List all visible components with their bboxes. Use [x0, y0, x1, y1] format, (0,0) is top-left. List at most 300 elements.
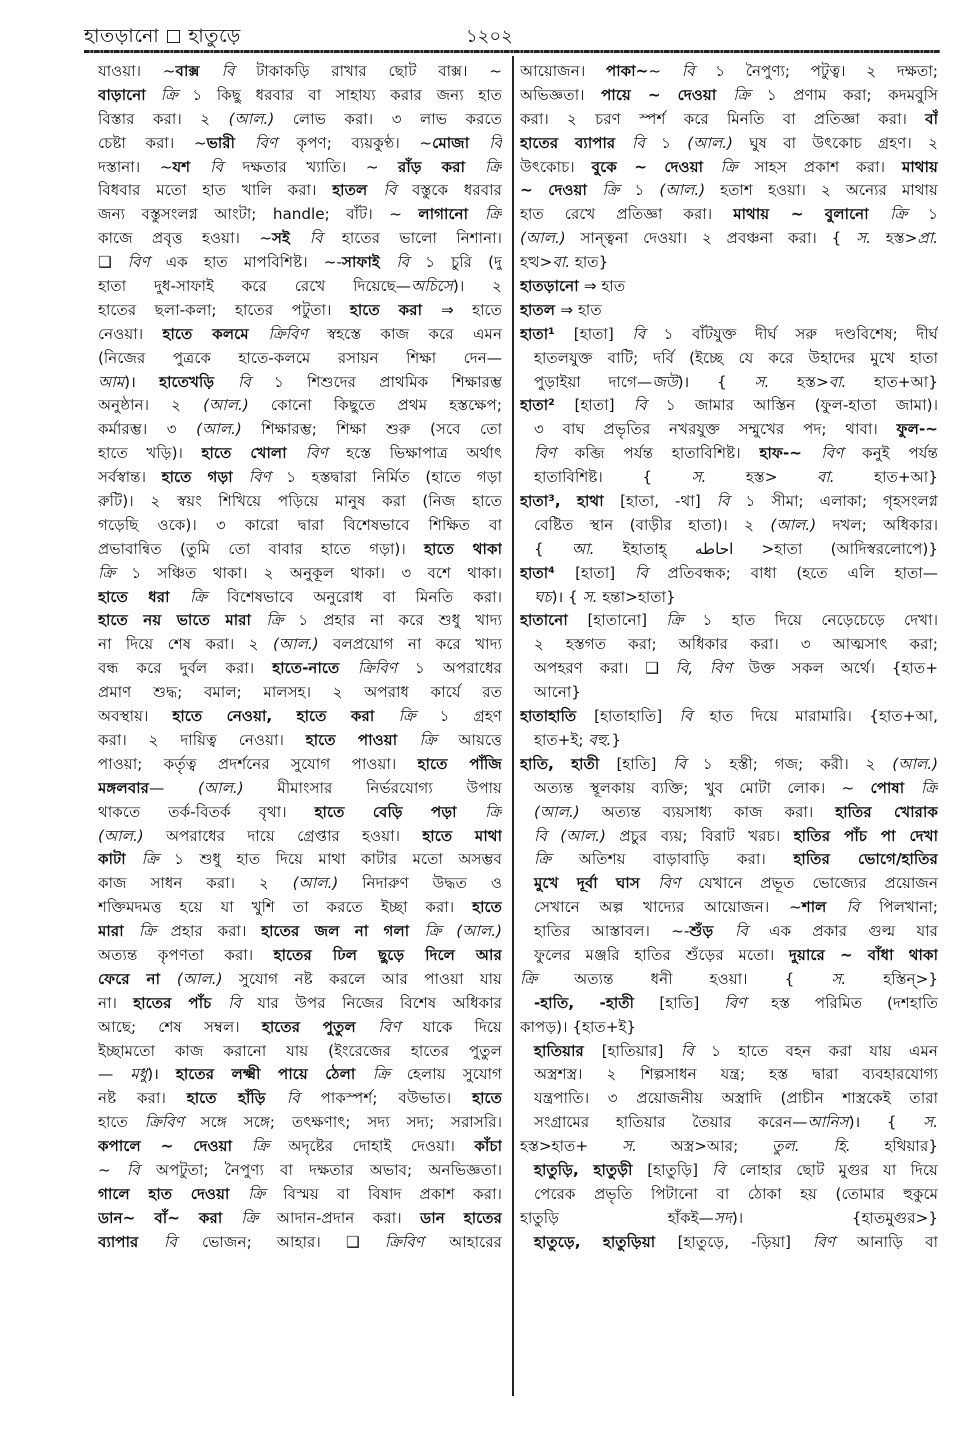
text-line	[98, 371, 502, 395]
definition-text: টাকাকড়ি রাখার ছোট বাক্স। ~	[256, 62, 502, 80]
text-line	[98, 1207, 502, 1231]
grammar-label: তুল. হি.	[772, 1137, 885, 1156]
text-line	[520, 466, 938, 490]
definition-text: ১ সীমা; এলাকা; গৃহসংলগ্ন	[745, 492, 938, 511]
headword: হাতের পাঁচ	[133, 993, 229, 1012]
text-line	[98, 1040, 502, 1064]
definition-text: ১ প্রণাম করা; কদমবুসি	[766, 85, 938, 104]
grammar-label: স.	[923, 1113, 938, 1132]
definition-text: করা। ২ দায়িত্ব নেওয়া।	[98, 730, 306, 749]
definition-text: অত্যন্ত ধনী হওয়া। {	[574, 969, 832, 988]
definition-text: [হাতা]	[575, 563, 635, 582]
text-line	[98, 514, 502, 538]
headword: হাতে খোলা	[201, 444, 306, 463]
definition-text: প্রচুর ব্যয়; বিরাট খরচ।	[619, 826, 794, 845]
definition-text: [হাতা]	[574, 396, 634, 415]
text-line	[520, 323, 938, 347]
definition-text: ২ হস্তগত করা; অধিকার করা। ৩ আত্মসাৎ করা;	[534, 635, 938, 654]
definition-text: হথিয়ার}	[884, 1137, 938, 1156]
grammar-label: ক্রি	[520, 969, 575, 988]
text-line	[520, 1063, 938, 1087]
headword: হাতাহাতি	[520, 707, 595, 726]
headword: মুখে দূর্বা ঘাস	[534, 874, 659, 893]
headword: হাতা³, হাথা	[520, 492, 621, 511]
headword: দুয়ারে ~ বাঁধা থাকা	[789, 945, 938, 964]
definition-text: প্রমাণ শুদ্ধ; বমাল; মালসহ। ২ অপরাধ কার্যে রত	[98, 683, 502, 702]
grammar-label: সদ	[713, 1208, 732, 1227]
grammar-label: বি	[237, 372, 275, 391]
grammar-label: বি	[679, 707, 710, 726]
text-line	[520, 538, 938, 562]
definition-text: ১ প্রহার না করে শুধু খাদ্য	[298, 611, 502, 630]
headword: হাফ-~	[759, 444, 822, 463]
grammar-label: ক্রি	[141, 850, 175, 869]
headword: ফুল-~	[896, 420, 938, 439]
grammar-label: (আল.)	[197, 778, 278, 797]
definition-text: আয়ত্তে	[458, 730, 502, 749]
text-line	[520, 801, 938, 825]
headword: হাতের পুতুল	[261, 1017, 379, 1036]
definition-text: আনো}	[534, 683, 581, 702]
grammar-label: ক্রি	[266, 611, 299, 630]
definition-text: কাজ সাধন করা। ২	[98, 874, 293, 893]
headword: হাতে	[472, 1089, 502, 1108]
grammar-label: (আল.)	[272, 635, 334, 654]
text-line	[520, 251, 938, 275]
grammar-label: বা.	[816, 468, 875, 487]
definition-text: বিস্তার করা। ২	[98, 109, 229, 128]
definition-text: হাতা দুধ-সাফাই করে রেখে দিয়েছে—	[98, 277, 412, 296]
right-column	[520, 60, 938, 1255]
text-line	[98, 777, 502, 801]
definition-text: —	[149, 778, 198, 797]
grammar-label: জউ	[652, 372, 678, 391]
definition-text: কনুই পর্যন্ত	[862, 444, 938, 463]
definition-text: )।	[147, 1065, 176, 1084]
definition-text: নেওয়া।	[98, 324, 163, 343]
text-line	[98, 848, 502, 872]
text-line	[98, 920, 502, 944]
text-line	[520, 84, 938, 108]
headword: হাতা⁴	[520, 563, 576, 582]
definition-text: কোনো কিছুতে প্রথম হস্তক্ষেপ;	[270, 396, 502, 415]
definition-text: ঘুষ বা উৎকোচ গ্রহণ। ২	[749, 133, 938, 152]
headword: কপালে ~ দেওয়া	[98, 1137, 252, 1156]
definition-text: যাকে দিয়ে	[422, 1017, 502, 1036]
text-line	[98, 633, 502, 657]
text-line	[98, 1087, 502, 1111]
headword: ভারী	[206, 133, 256, 152]
definition-text: হাত দিয়ে মারামারি। {হাত+আ,	[709, 707, 938, 726]
definition-text: ভোজন; আহার। ❑	[202, 1232, 385, 1251]
headword: কাটা	[98, 850, 142, 869]
definition-text: যেখানে প্রভূত ভোজ্যের প্রয়োজন	[698, 874, 938, 893]
text-line	[520, 920, 938, 944]
definition-text: অপহরণ করা। ❑	[534, 659, 676, 678]
grammar-label: বি	[673, 754, 703, 773]
text-line	[98, 275, 502, 299]
text-line	[98, 466, 502, 490]
definition-text: শিক্ষারম্ভ; শিক্ষা শুরু (সবে তো	[261, 420, 502, 439]
grammar-label: বি	[489, 133, 502, 152]
grammar-label: বিণ	[534, 444, 575, 463]
definition-text: হাত রেখে প্রতিজ্ঞা করা।	[520, 205, 734, 224]
headword: হাতিয়ার	[534, 1041, 602, 1060]
text-line	[98, 251, 502, 275]
headword: -হাতি, -হাতী	[534, 993, 660, 1012]
grammar-label: (আল.)	[770, 515, 833, 534]
grammar-label: ক্রি	[398, 707, 440, 726]
grammar-label: (আল.)	[98, 826, 166, 845]
headword: হাতুড়ে, হাতুড়িয়া	[534, 1232, 678, 1251]
text-line	[520, 633, 938, 657]
definition-text: হাতের ভালো নিশানা।	[341, 229, 502, 248]
text-line	[520, 275, 938, 299]
guide-word-last: হাতুড়ে	[188, 25, 241, 47]
headword: হাতে গড়া	[161, 468, 249, 487]
definition-text: ফুলের মঞ্জরি হাতির শুঁড়ের মতো।	[534, 945, 790, 964]
text-line	[98, 156, 502, 180]
grammar-label: বি	[681, 62, 716, 80]
text-line	[520, 1183, 938, 1207]
definition-text: (নিজের পুত্রকে হাতে-কলমে রসায়ন শিক্ষা দেন—	[98, 348, 502, 367]
text-line	[520, 753, 938, 777]
grammar-label: বা.	[828, 372, 875, 391]
grammar-label: বহু.	[588, 730, 612, 749]
definition-text: থাকতে তর্ক-বিতর্ক বৃথা।	[98, 802, 315, 821]
headword: হাতে ধরা	[98, 587, 190, 606]
definition-text: অদৃষ্টের দোহাই দেওয়া।	[288, 1137, 475, 1156]
definition-text: হেলায় সুযোগ	[406, 1065, 502, 1084]
definition-text: অপরাধের দায়ে গ্রেপ্তার হওয়া।	[165, 826, 423, 845]
headword: হাতেখড়ি	[159, 372, 238, 391]
grammar-label: (আল.)	[292, 874, 363, 893]
headword: হাতে-নাতে	[272, 659, 358, 678]
grammar-label: বি	[712, 1160, 740, 1179]
text-line	[98, 490, 502, 514]
text-line	[98, 299, 502, 323]
definition-text: হাতের ছলা-কলা; হাতের পটুতা।	[98, 300, 350, 319]
definition-text: স্বহস্তে কাজ করে এমন	[326, 324, 502, 343]
grammar-label: ক্রি	[241, 1208, 277, 1227]
headword: হাতে পাওয়া	[305, 730, 420, 749]
definition-text: —	[98, 1065, 131, 1084]
definition-text: কর্মারম্ভ। ৩	[98, 420, 197, 439]
grammar-label: (আল.)	[203, 396, 271, 415]
headword: হাতি, হাতী	[520, 754, 617, 773]
definition-text: বিস্ময় বা বিষাদ প্রকাশ করা।	[283, 1184, 502, 1203]
text-line	[98, 1063, 502, 1087]
grammar-label: প্রা.	[917, 229, 938, 248]
text-line	[98, 609, 502, 633]
text-line	[520, 705, 938, 729]
text-line	[520, 968, 938, 992]
definition-text: হাত+আ}	[874, 372, 938, 391]
definition-text: [হাতানো]	[587, 611, 667, 630]
definition-text: পাওয়া; কর্তৃত্ব প্রদর্শনের সুযোগ পাওয়া।	[98, 754, 418, 773]
definition-text: আনাড়ি বা	[856, 1232, 938, 1251]
text-line	[98, 1016, 502, 1040]
grammar-label: ক্রি	[534, 850, 579, 869]
definition-text: যাওয়া। ~	[98, 62, 176, 80]
headword: হাতা²	[520, 396, 575, 415]
definition-text: সর্বস্বান্ত।	[98, 468, 162, 487]
definition-text: হতাশ হওয়া। ২ অন্যের মাথায়	[720, 181, 938, 200]
headword: ফেরে না	[98, 969, 177, 988]
text-line	[520, 179, 938, 203]
definition-text: [হাতাহাতি]	[594, 707, 680, 726]
headword: ডান হাতের	[420, 1208, 502, 1227]
definition-text: [হাতা, -থা]	[620, 492, 717, 511]
definition-text: সুযোগ নষ্ট করলে আর পাওয়া যায়	[238, 969, 502, 988]
headword: হাতে মাথা	[422, 826, 502, 845]
text-line	[520, 944, 938, 968]
grammar-label: আ.	[571, 539, 623, 558]
grammar-label: ক্রি	[484, 157, 502, 176]
definition-text: হন্তা>হাতা}	[602, 587, 676, 606]
definition-text: অত্যন্ত ব্যয়সাধ্য কাজ করা।	[601, 802, 836, 821]
definition-text: দখল; অধিকার।	[832, 515, 938, 534]
grammar-label: ক্রিবিণ	[268, 324, 327, 343]
text-line	[98, 657, 502, 681]
definition-text: )। {	[677, 372, 755, 391]
page-header	[84, 22, 940, 48]
definition-text: ইচ্ছামতো কাজ করানো যায় (ইংরেজের হাতের পুতুল	[98, 1041, 502, 1060]
text-line	[98, 227, 502, 251]
text-line	[520, 156, 938, 180]
definition-text: হাতাবিশিষ্ট। {	[534, 468, 692, 487]
definition-text: [হাতি]	[659, 993, 725, 1012]
headword: হাতের লক্ষ্মী পায়ে ঠেলা	[175, 1065, 373, 1084]
headword: হাতির খোরাক	[835, 802, 938, 821]
definition-text: সান্ত্বনা দেওয়া। ২ প্রবঞ্চনা করা। {	[580, 229, 857, 248]
definition-text: ১ হস্তী; গজ; করী। ২	[702, 754, 893, 773]
definition-text: }	[611, 730, 622, 749]
definition-text: )। {	[551, 587, 583, 606]
headword: হাতের ঢিল ছুড়ে দিলে আর	[273, 945, 502, 964]
text-line	[520, 371, 938, 395]
text-line	[520, 1159, 938, 1183]
headword: বাঁ	[925, 109, 938, 128]
grammar-label: ক্রি	[251, 1137, 289, 1156]
text-line	[98, 442, 502, 466]
grammar-label: বি	[846, 898, 880, 917]
definition-text: নিদারুণ উদ্ধত ও	[362, 874, 502, 893]
definition-text: [হাতিয়ার]	[601, 1041, 681, 1060]
grammar-label: ক্রি	[733, 85, 767, 104]
text-line	[520, 1040, 938, 1064]
page-number: ১২০২	[466, 26, 513, 47]
grammar-label: আনিস	[807, 1113, 849, 1132]
text-line	[98, 586, 502, 610]
definition-text: পেরেক প্রভৃতি পিটানো বা ঠোকা হয় (তোমার হুকুমে	[534, 1184, 938, 1203]
text-line	[520, 490, 938, 514]
grammar-label: স.	[831, 969, 884, 988]
grammar-label: বি	[210, 157, 243, 176]
grammar-label: স.	[621, 1137, 671, 1156]
grammar-label: আম	[98, 372, 125, 391]
definition-text: দক্ষতার খ্যাতি। ~	[242, 157, 399, 176]
grammar-label: (আল.)	[196, 420, 262, 439]
text-line	[98, 562, 502, 586]
headword: হাতের ব্যাপার	[520, 133, 633, 152]
definition-text: ১	[928, 205, 938, 224]
grammar-label: ক্রিবিণ	[357, 659, 415, 678]
text-line	[98, 801, 502, 825]
text-line	[98, 394, 502, 418]
headword: বাক্স	[175, 62, 222, 80]
definition-text: না দিয়ে শেষ করা। ২	[98, 635, 273, 654]
definition-text: সঙ্গে সঙ্গে; তৎক্ষণাৎ; সদ্য সদ্য; সরাসরি।	[200, 1113, 502, 1132]
text-line	[520, 872, 938, 896]
grammar-label: বিণ	[821, 444, 863, 463]
headword: হাতির ভোগে/হাতির	[793, 850, 938, 869]
text-line	[98, 418, 502, 442]
headword: হাতে নয় ভাতে মারা	[98, 611, 267, 630]
text-line	[520, 299, 938, 323]
text-line	[98, 538, 502, 562]
grammar-label: ক্রি	[372, 1065, 407, 1084]
text-line	[520, 203, 938, 227]
definition-text: অপটুতা; নৈপুণ্য বা দক্ষতার অভাব; অনভিজ্ঞতা।	[155, 1160, 502, 1179]
headword: মঙ্গলবার	[98, 778, 150, 797]
separator-box-icon	[167, 30, 180, 43]
headword: হাতে	[472, 898, 502, 917]
definition-text: হাতির আস্তাবল। ~-	[534, 922, 690, 941]
grammar-label: বি	[680, 1041, 712, 1060]
definition-text: শক্তিমদমত্ত হয়ে যা খুশি তা করতে ইচ্ছা করা।	[98, 898, 473, 917]
grammar-label: বি	[228, 993, 258, 1012]
grammar-label: স.	[691, 468, 746, 487]
text-line	[98, 944, 502, 968]
text-line	[98, 84, 502, 108]
definition-text: ~	[648, 62, 682, 80]
grammar-label: বি	[309, 229, 342, 248]
grammar-label: (আল.)	[520, 229, 581, 248]
definition-text: সেখানে অল্প খাদ্যের আয়োজন। ~	[534, 898, 802, 917]
definition-text: কব্জি পর্যন্ত হাতাবিশিষ্ট।	[574, 444, 760, 463]
definition-text: মীমাংসার নির্ভরযোগ্য উপায়	[277, 778, 502, 797]
definition-text: ~	[98, 1160, 127, 1179]
grammar-label: বিণ	[724, 993, 772, 1012]
headword: রাঁড় করা	[398, 157, 485, 176]
column-divider	[512, 56, 514, 1396]
text-line	[98, 753, 502, 777]
definition-text: প্রহার করা।	[170, 922, 262, 941]
definition-text: হাত}	[574, 253, 609, 272]
grammar-label: ক্রি	[484, 802, 502, 821]
definition-text: পিলখানা;	[879, 898, 938, 917]
grammar-label: বিণ	[127, 253, 166, 272]
definition-text: করা। ২ চরণ স্পর্শ করে মিনতি বা প্রতিজ্ঞা করা।	[520, 109, 926, 128]
definition-text: বিশেষভাবে অনুরোধ বা মিনতি করা।	[226, 587, 502, 606]
text-line	[520, 60, 938, 84]
headword: হাতের জল না গলা	[261, 922, 425, 941]
definition-text: চেষ্টা করা। ~	[98, 133, 207, 152]
text-line	[520, 1087, 938, 1111]
text-line	[98, 132, 502, 156]
text-line	[520, 657, 938, 681]
headword: হাতে কলমে	[162, 324, 269, 343]
grammar-label: ক্রি (আল.)	[424, 922, 502, 941]
definition-text: গড়েছি ওকে)। ৩ কারো দ্বারা বিশেষভাবে শিক্ষিত বা	[98, 515, 502, 534]
definition-text: অত্যন্ত স্থূলকায় ব্যক্তি; খুব মোটা লোক। ~	[534, 778, 871, 797]
grammar-label: (আল.)	[659, 181, 721, 200]
definition-text: [হাতুড়ে, -ড়িয়া]	[677, 1232, 813, 1251]
definition-text: বন্ধ করে দুর্বল করা।	[98, 659, 273, 678]
definition-text: আদান-প্রদান করা।	[276, 1208, 421, 1227]
definition-text: বিধবার মতো হাত খালি করা।	[98, 181, 333, 200]
headword: মোজা	[432, 133, 490, 152]
grammar-label: (আল.)	[892, 754, 938, 773]
headword: সই	[272, 229, 310, 248]
definition-text: ১ শুধু হাত দিয়ে মাথা কাটার মতো অসম্ভব	[174, 850, 502, 869]
grammar-label: (আল.)	[228, 109, 293, 128]
definition-text: ১ কিছু ধরবার বা সাহায্য করার জন্য হাত	[192, 85, 502, 104]
grammar-label: অচিসে	[411, 277, 453, 296]
definition-text: দস্তানা। ~	[98, 157, 173, 176]
text-line	[98, 729, 502, 753]
grammar-label: ক্রি	[419, 730, 459, 749]
definition-text: ১ চুরি (দু	[425, 253, 502, 272]
text-line	[98, 1159, 502, 1183]
headword: মাথায়	[901, 157, 938, 176]
grammar-label: ক্রি	[248, 1184, 284, 1203]
grammar-label: বি	[633, 396, 666, 415]
definition-text: ১ নৈপুণ্য; পটুত্ব। ২ দক্ষতা;	[715, 62, 938, 80]
text-line	[520, 394, 938, 418]
definition-text: ১ হাত দিয়ে নেড়েচেড়ে দেখা।	[702, 611, 938, 630]
text-line	[98, 60, 502, 84]
definition-text: )। {	[848, 1113, 924, 1132]
text-line	[520, 1207, 938, 1231]
headword: হাতে করা	[349, 300, 441, 319]
text-line	[98, 179, 502, 203]
grammar-label: (আল.)	[534, 802, 602, 821]
grammar-label: ক্রি	[890, 205, 929, 224]
grammar-label: (আল.)	[687, 133, 750, 152]
definition-text: অবস্থায়।	[98, 707, 173, 726]
definition-text: পাকস্পর্শ; বউভাত।	[320, 1089, 473, 1108]
headword: গালে হাত দেওয়া	[98, 1184, 249, 1203]
definition-text: ⇒ হাত	[560, 300, 602, 319]
definition-text: ১ হস্তদ্বারা নির্মিত (হাতে গড়া	[286, 468, 502, 487]
grammar-label: বি	[286, 1089, 321, 1108]
headword: হাতুড়ি, হাতুড়ী	[534, 1160, 648, 1179]
text-line	[98, 896, 502, 920]
definition-text: জন্য বস্তুসংলগ্ন আংটা; handle; বাঁট। ~	[98, 205, 419, 224]
definition-text: হস্ত>	[797, 372, 829, 391]
definition-text: হস্তিন্‌>}	[883, 969, 938, 988]
headword: হাতড়ানো	[520, 277, 584, 296]
definition-text: বেষ্টিত স্থান (বাড়ীর হাতা)। ২	[534, 515, 771, 534]
text-line	[520, 418, 938, 442]
definition-text: বলপ্রয়োগ না করে খাদ্য	[333, 635, 502, 654]
definition-text: অস্ত্রশস্ত্র। ২ শিল্পসাধন যন্ত্র; হস্ত দ্বারা ব্যবহারযোগ্য	[534, 1065, 938, 1084]
definition-text: বস্তুকে ধরবার	[412, 181, 502, 200]
definition-text: হাতলযুক্ত বাটি; দর্বি (ইচ্ছে যে করে উহাদের মুখে হাতা	[534, 348, 938, 367]
definition-text: প্রভাবান্বিত (তুমি তো বাবার হাতে গড়া)।	[98, 539, 425, 558]
grammar-label: ক্রি	[98, 563, 132, 582]
definition-text: না।	[98, 993, 134, 1012]
definition-text: যন্ত্রপাতি। ৩ প্রয়োজনীয় অস্ত্রাদি (প্রাচীন শাস্ত্রকেই তারা	[534, 1089, 938, 1108]
headword: পাকা~	[605, 62, 649, 80]
definition-text: হস্ত>হাত+	[520, 1137, 622, 1156]
definition-text: হস্তে ভিক্ষাপাত্র অর্থাৎ	[346, 444, 502, 463]
text-line	[98, 347, 502, 371]
definition-text: [হাতি]	[616, 754, 674, 773]
text-line	[98, 1183, 502, 1207]
